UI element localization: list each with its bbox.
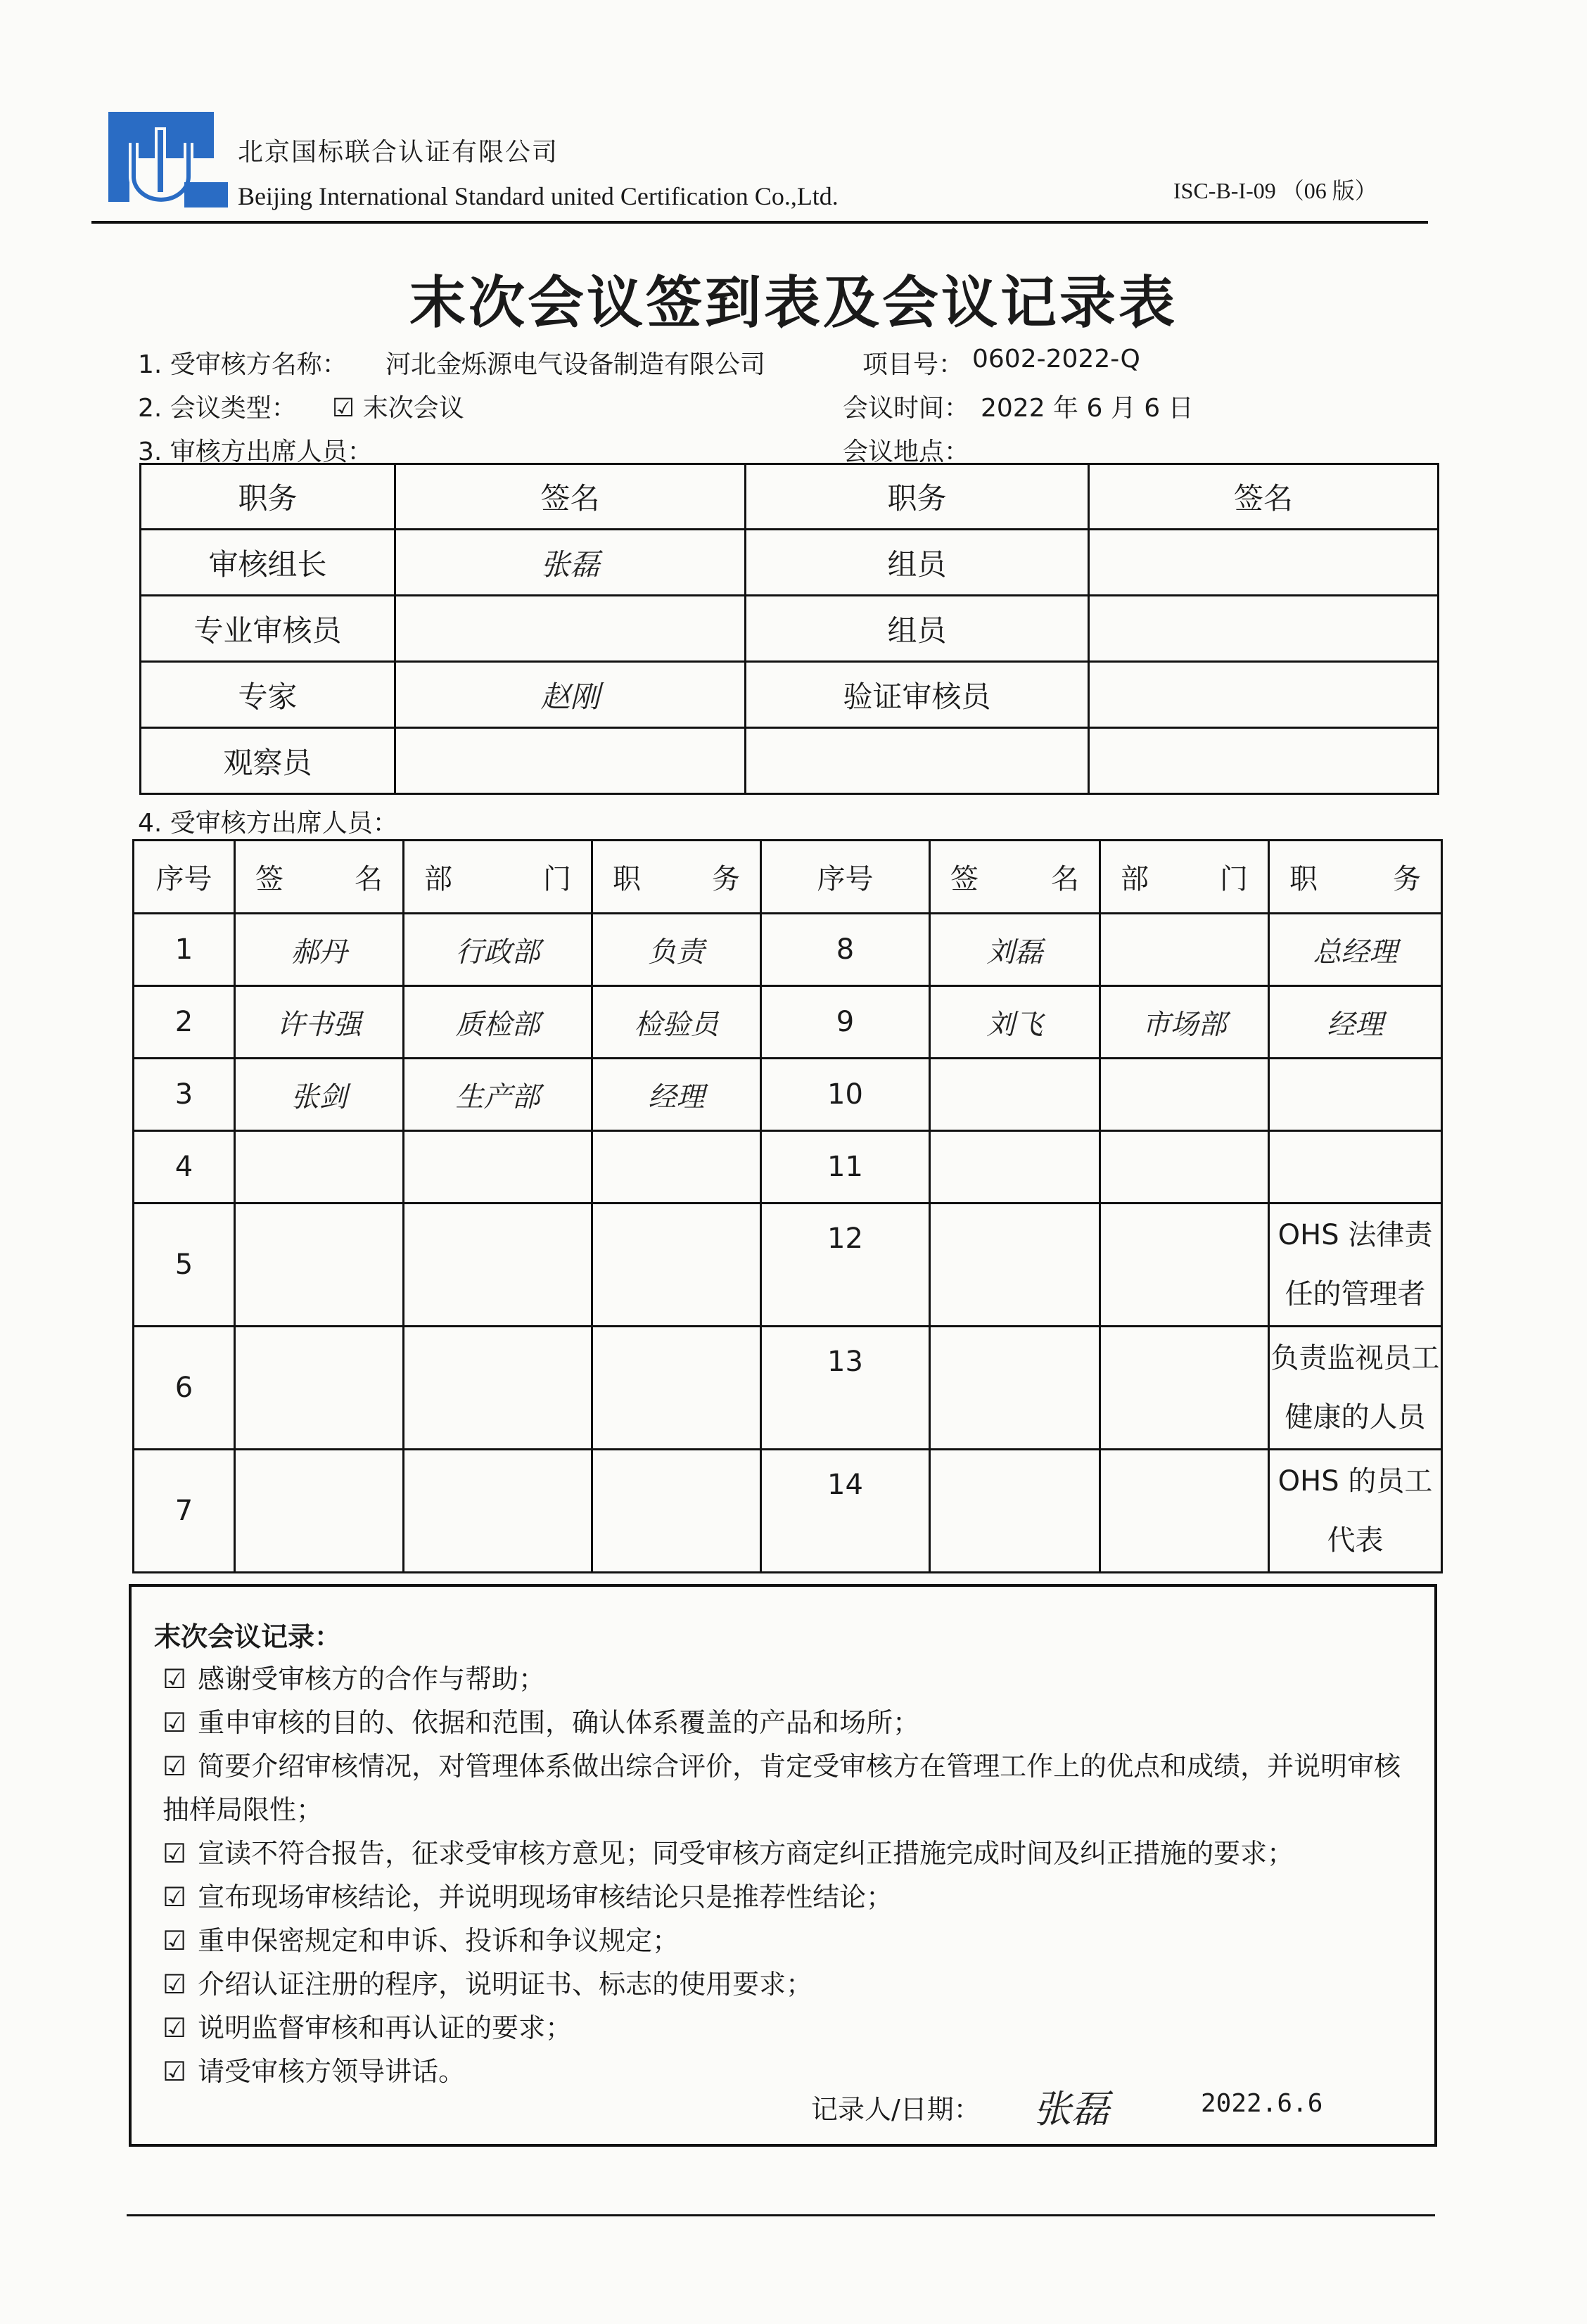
- row-number: 2: [134, 986, 235, 1059]
- company-logo: [106, 109, 239, 218]
- signature-cell[interactable]: [395, 596, 746, 662]
- checkbox-checked-icon[interactable]: ☑: [162, 2012, 187, 2043]
- position-cell[interactable]: 负责: [592, 914, 761, 986]
- role-cell: 组员: [746, 596, 1089, 662]
- auditor-attendance-table: [139, 463, 1439, 795]
- signature-cell[interactable]: 刘磊: [930, 914, 1100, 986]
- signature-cell[interactable]: 郝丹: [235, 914, 404, 986]
- row-number: 13: [761, 1327, 930, 1450]
- company-name-cn: 北京国标联合认证有限公司: [238, 138, 559, 167]
- signature-cell[interactable]: 张剑: [235, 1059, 404, 1131]
- header-divider: [91, 221, 1428, 224]
- column-header: 序号: [134, 841, 235, 914]
- document-code: ISC-B-I-09 （06 版）: [1173, 178, 1377, 203]
- department-cell[interactable]: [404, 1131, 592, 1204]
- department-cell[interactable]: [404, 1327, 592, 1450]
- department-cell[interactable]: [1100, 1327, 1269, 1450]
- signature-cell[interactable]: [235, 1327, 404, 1450]
- record-item-text: 宣布现场审核结论，并说明现场审核结论只是推荐性结论；: [198, 1882, 893, 1913]
- signature-cell[interactable]: [395, 728, 746, 794]
- record-title: 末次会议记录：: [154, 1621, 342, 1652]
- role-cell: 专家: [141, 662, 395, 728]
- column-header: 部门: [404, 841, 592, 914]
- table-row: [141, 596, 1439, 662]
- record-item: [162, 1744, 1422, 1832]
- role-cell: 观察员: [141, 728, 395, 794]
- record-item: [162, 2006, 1422, 2050]
- position-cell[interactable]: 总经理: [1269, 914, 1442, 986]
- signature-cell[interactable]: [235, 1131, 404, 1204]
- auditee-name-label: 1. 受审核方名称：: [138, 350, 348, 379]
- position-cell: OHS 的员工代表: [1269, 1450, 1442, 1573]
- position-cell[interactable]: [592, 1450, 761, 1573]
- table-row: [141, 728, 1439, 794]
- record-date: 2022.6.6: [1201, 2089, 1323, 2118]
- row-number: 12: [761, 1204, 930, 1327]
- column-header: 签名: [930, 841, 1100, 914]
- record-item-text: 感谢受审核方的合作与帮助；: [198, 1664, 546, 1694]
- signature-cell[interactable]: [930, 1327, 1100, 1450]
- column-header: 部门: [1100, 841, 1269, 914]
- recorder-label: 记录人/日期：: [811, 2094, 981, 2125]
- meeting-place-label: 会议地点：: [843, 438, 970, 466]
- position-cell[interactable]: 经理: [592, 1059, 761, 1131]
- department-cell[interactable]: [1100, 1450, 1269, 1573]
- department-cell[interactable]: [1100, 914, 1269, 986]
- record-item: [162, 2050, 1422, 2093]
- position-cell: OHS 法律责任的管理者: [1269, 1204, 1442, 1327]
- checkbox-checked-icon[interactable]: ☑: [162, 1882, 187, 1913]
- meeting-type-value: ☑ 末次会议: [332, 394, 464, 423]
- record-item: [162, 1919, 1422, 1962]
- row-number: 9: [761, 986, 930, 1059]
- position-cell[interactable]: 检验员: [592, 986, 761, 1059]
- signature-cell[interactable]: [1089, 662, 1439, 728]
- row-number: 11: [761, 1131, 930, 1204]
- table-row: [134, 1204, 1442, 1327]
- signature-cell[interactable]: [1089, 530, 1439, 596]
- row-number: 10: [761, 1059, 930, 1131]
- table-row: [134, 986, 1442, 1059]
- record-item: [162, 1701, 1422, 1744]
- footer-divider: [127, 2214, 1435, 2216]
- department-cell[interactable]: [1100, 1131, 1269, 1204]
- meeting-time-label: 会议时间：: [843, 394, 970, 423]
- checkbox-checked-icon[interactable]: ☑: [162, 1969, 187, 2000]
- project-number: 0602-2022-Q: [972, 345, 1140, 374]
- record-item-text: 简要介绍审核情况，对管理体系做出综合评价，肯定受审核方在管理工作上的优点和成绩，并说明审核抽样局限性；: [162, 1751, 1401, 1825]
- record-item-text: 介绍认证注册的程序，说明证书、标志的使用要求；: [198, 1969, 813, 2000]
- checkbox-checked-icon[interactable]: ☑: [162, 1707, 187, 1738]
- department-cell[interactable]: [404, 1204, 592, 1327]
- record-item-text: 重申保密规定和申诉、投诉和争议规定；: [198, 1925, 680, 1956]
- signature-cell[interactable]: 许书强: [235, 986, 404, 1059]
- role-cell: 专业审核员: [141, 596, 395, 662]
- signature-cell[interactable]: [1089, 596, 1439, 662]
- position-cell[interactable]: 经理: [1269, 986, 1442, 1059]
- department-cell[interactable]: 质检部: [404, 986, 592, 1059]
- record-item-text: 宣读不符合报告，征求受审核方意见；同受审核方商定纠正措施完成时间及纠正措施的要求；: [198, 1838, 1294, 1869]
- table-row: [141, 530, 1439, 596]
- department-cell[interactable]: [1100, 1204, 1269, 1327]
- row-number: 5: [134, 1204, 235, 1327]
- company-name-en: Beijing International Standard united Certification Co.,Ltd.: [238, 182, 839, 210]
- table-row: [134, 914, 1442, 986]
- role-cell: 验证审核员: [746, 662, 1089, 728]
- position-cell[interactable]: [1269, 1059, 1442, 1131]
- record-item: [162, 1832, 1422, 1875]
- auditee-attendance-table: [132, 839, 1443, 1573]
- position-cell[interactable]: [592, 1204, 761, 1327]
- recorder-signature[interactable]: 张磊: [1033, 2087, 1109, 2131]
- row-number: 3: [134, 1059, 235, 1131]
- row-number: 6: [134, 1327, 235, 1450]
- signature-cell[interactable]: [930, 1131, 1100, 1204]
- table-row: [134, 1059, 1442, 1131]
- record-item-text: 说明监督审核和再认证的要求；: [198, 2012, 573, 2043]
- table-row: [141, 662, 1439, 728]
- signature-cell[interactable]: [930, 1450, 1100, 1573]
- signature-cell[interactable]: [930, 1204, 1100, 1327]
- record-item-text: 请受审核方领导讲话。: [198, 2056, 466, 2087]
- auditee-attendees-label: 4. 受审核方出席人员：: [138, 809, 398, 838]
- position-cell[interactable]: [592, 1327, 761, 1450]
- signature-cell[interactable]: 刘飞: [930, 986, 1100, 1059]
- row-number: 8: [761, 914, 930, 986]
- row-number: 7: [134, 1450, 235, 1573]
- meeting-type-label: 2. 会议类型：: [138, 394, 297, 423]
- role-cell: [746, 728, 1089, 794]
- signature-cell[interactable]: [235, 1450, 404, 1573]
- column-header: 序号: [761, 841, 930, 914]
- row-number: 14: [761, 1450, 930, 1573]
- department-cell[interactable]: [1100, 1059, 1269, 1131]
- column-header: 签名: [1089, 464, 1439, 530]
- checkbox-checked-icon[interactable]: ☑: [162, 1664, 187, 1694]
- signature-cell[interactable]: [235, 1204, 404, 1327]
- table-header-row: [141, 464, 1439, 530]
- table-header-row: [134, 841, 1442, 914]
- table-row: [134, 1327, 1442, 1450]
- record-item-text: 重申审核的目的、依据和范围，确认体系覆盖的产品和场所；: [198, 1707, 920, 1738]
- checkbox-checked-icon[interactable]: ☑: [162, 1838, 187, 1869]
- row-number: 4: [134, 1131, 235, 1204]
- signature-cell[interactable]: [930, 1059, 1100, 1131]
- position-cell[interactable]: [1269, 1131, 1442, 1204]
- signature-cell[interactable]: 张磊: [395, 530, 746, 596]
- record-item: [162, 1962, 1422, 2006]
- record-item: [162, 1657, 1422, 1701]
- page-title: 末次会议签到表及会议记录表: [409, 269, 1178, 336]
- auditee-name: 河北金烁源电气设备制造有限公司: [385, 350, 766, 379]
- auditor-attendees-label: 3. 审核方出席人员：: [138, 438, 373, 466]
- column-header: 职务: [141, 464, 395, 530]
- department-cell[interactable]: 行政部: [404, 914, 592, 986]
- record-item: [162, 1875, 1422, 1919]
- role-cell: 审核组长: [141, 530, 395, 596]
- checkbox-checked-icon[interactable]: ☑: [162, 2056, 187, 2087]
- position-cell[interactable]: [592, 1131, 761, 1204]
- checkbox-checked-icon[interactable]: ☑: [162, 1751, 187, 1782]
- department-cell[interactable]: 生产部: [404, 1059, 592, 1131]
- column-header: 签名: [395, 464, 746, 530]
- project-label: 项目号：: [862, 350, 964, 379]
- role-cell: 组员: [746, 530, 1089, 596]
- signature-cell[interactable]: [1089, 728, 1439, 794]
- checkbox-checked-icon[interactable]: ☑: [162, 1925, 187, 1956]
- column-header: 职务: [592, 841, 761, 914]
- department-cell[interactable]: 市场部: [1100, 986, 1269, 1059]
- meeting-record-box: [129, 1584, 1437, 2147]
- department-cell[interactable]: [404, 1450, 592, 1573]
- meeting-time-value: 2022 年 6 月 6 日: [981, 394, 1194, 423]
- position-cell: 负责监视员工健康的人员: [1269, 1327, 1442, 1450]
- row-number: 1: [134, 914, 235, 986]
- column-header: 职务: [746, 464, 1089, 530]
- table-row: [134, 1131, 1442, 1204]
- table-row: [134, 1450, 1442, 1573]
- signature-cell[interactable]: 赵刚: [395, 662, 746, 728]
- column-header: 签名: [235, 841, 404, 914]
- column-header: 职务: [1269, 841, 1442, 914]
